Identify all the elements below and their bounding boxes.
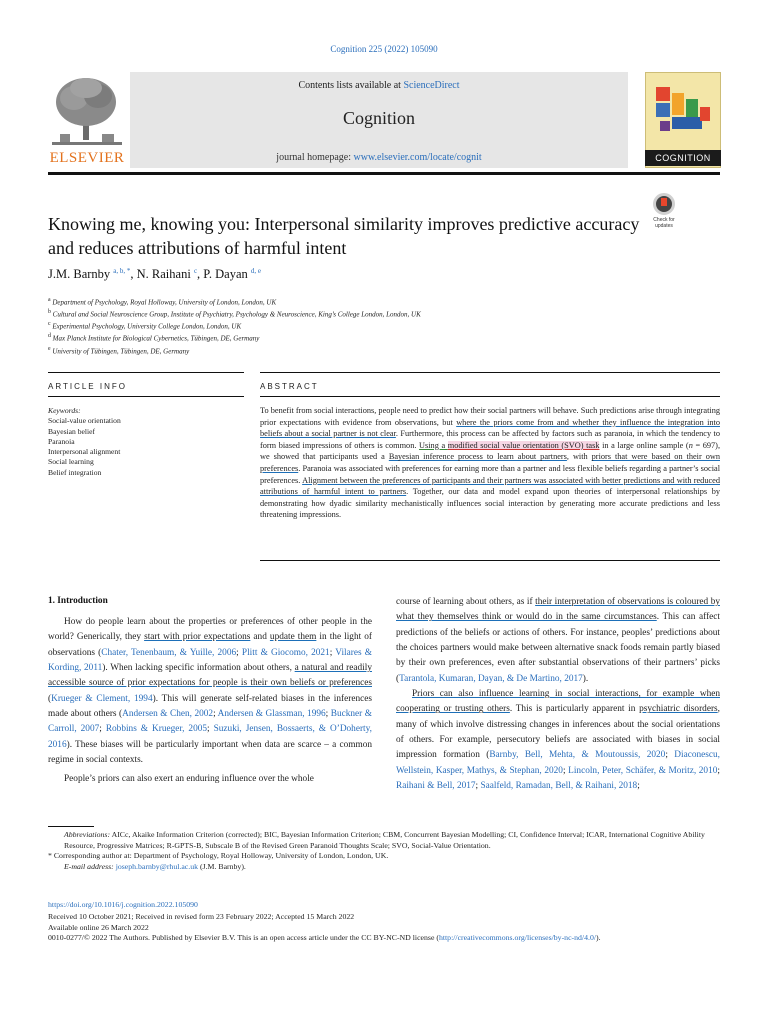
- affiliation-item: $^e$ University of Tübingen, Tübingen, DE, Germany: [48, 345, 190, 355]
- body-paragraph: People’s priors can also exert an enduring influence over the whole: [64, 774, 314, 785]
- citation-link[interactable]: Suzuki, Jensen, Bossaerts, & O’Doherty, 2016: [48, 724, 373, 750]
- corresponding-author-footnote: * Corresponding author at: Department of Psychology, Royal Holloway, University of London, London, UK.: [48, 851, 389, 860]
- abstract-text: To benefit from social interactions, people need to predict how their social partners will behave. Such predictions arise through integrating prior expectations with evidence from observations, but where the priors come from and whether they influence the integration into beliefs about a social partner is not clear. Furthermore, this process can be affected by factors such as paranoia, in which the tendency to form biased impressions of others is common. Using a modified social value orientation (SVO) task in a large online sample (n = 697), we showed that participants used a Bayesian inference process to learn about partners, with priors that were based on their own preferences. Paranoia was associated with preferences for earning more than a partner and less flexible beliefs regarding a partner’s social preferences. Alignment between the preferences of participants and their partners was associated with better predictions and with reduced attributions of harmful intent to partners. Together, our data and model expand upon theories of interpersonal relationships by demonstrating how dyadic similarity mechanistically influences social interaction by generating more accurate predictions and less threatening impressions.: [260, 406, 721, 520]
- citation-link[interactable]: Andersen & Glassman, 1996: [217, 709, 326, 720]
- keyword-item[interactable]: Interpersonal alignment: [48, 447, 121, 457]
- available-online-date: Available online 26 March 2022: [48, 922, 149, 932]
- author-affiliation-marks[interactable]: a, b, *: [113, 267, 131, 275]
- citation-link[interactable]: Raihani & Bell, 2017: [396, 781, 476, 792]
- author-list: J.M. Barnby $^{a, b, *}$, N. Raihani $^c$, P. Dayan $^{d, e}$: [48, 267, 261, 282]
- keywords-block: [48, 406, 238, 478]
- abstract-highlight: Using a: [419, 440, 448, 450]
- keyword-item[interactable]: Belief integration: [48, 467, 102, 477]
- keyword-item[interactable]: Bayesian belief: [48, 426, 96, 436]
- publication-info: [48, 912, 720, 944]
- author-name[interactable]: N. Raihani: [136, 267, 191, 282]
- author-affiliation-marks[interactable]: c: [193, 267, 198, 275]
- citation-link[interactable]: Plitt & Giocomo, 2021: [241, 647, 330, 658]
- abstract-highlight: priors that were based on their own preferences: [260, 452, 720, 473]
- body-column-left: [48, 615, 372, 788]
- footnote-rule: [48, 826, 94, 827]
- abbreviations-footnote: Abbreviations: AICc, Akaike Information Criterion (corrected); BIC, Bayesian Information Criterion; CBM, Concurrent Bayesian Modelling; CI, Confidence Interval; ICAR, International Cognitive Ability Resource, Progressive Matrices; R-GPTS-B, Subscale B of the Revised Green Paranoid Thoughts Scale; SVO, Social-Value Orientation.: [64, 830, 705, 850]
- body-column-right: [396, 595, 720, 794]
- contents-prefix: Contents lists available at: [298, 80, 404, 91]
- article-info-heading: ARTICLE INFO: [48, 382, 127, 391]
- license-statement: 0010-0277/© 2022 The Authors. Published by Elsevier B.V. This is an open access article under the CC BY-NC-ND license (http://creativecommons.org/licenses/by-nc-nd/4.0/).: [48, 933, 601, 943]
- author-name[interactable]: P. Dayan: [203, 267, 248, 282]
- abstract-highlight: where the priors come from and whether they influence the integration into beliefs about a social partner is not clear: [260, 417, 720, 439]
- abstract-highlight: Bayesian inference process to learn about partners: [388, 452, 567, 462]
- abstract-highlight: modified social value orientation (SVO) task: [447, 440, 600, 450]
- affiliation-list: [48, 296, 668, 357]
- citation-link[interactable]: Buckner & Carroll, 2007: [48, 709, 372, 735]
- body-paragraph: course of learning about others, as if their interpretation of observations is coloured by what they themselves think or would do in the same circumstances. This can affect predictions of the beliefs or actions of others. For instance, peoples’ predictions about the choices partners would make between alternative snack foods remain partly biased by their own preferences, even after substantial observations of their partners’ picks (Tarantola, Kumaran, Dayan, & De Martino, 2017).: [396, 597, 721, 684]
- header-rule: [48, 172, 720, 175]
- homepage-prefix: journal homepage:: [276, 152, 354, 163]
- keyword-item[interactable]: Social-value orientation: [48, 416, 121, 426]
- author-name[interactable]: J.M. Barnby: [48, 267, 111, 282]
- body-paragraph: How do people learn about the properties or preferences of other people in the world? Generically, they start with prior expectations and update them in the light of observations (Chater, Tenenbaum, & Yuille, 2006; Plitt & Giocomo, 2021; Vilares & Kording, 2011). When lacking specific information about others, a natural and readily accessible source of prior expectations for people is their own beliefs or preferences (Krueger & Clement, 1994). This will generate self-related biases in the inferences made about others (Andersen & Chen, 2002; Andersen & Glassman, 1996; Buckner & Carroll, 2007; Robbins & Krueger, 2005; Suzuki, Jensen, Bossaerts, & O’Doherty, 2016). These biases will be particularly important when data are scarce – a common regime in social contexts.: [48, 617, 373, 766]
- crossmark-label: Check for updates: [653, 217, 675, 229]
- citation-link[interactable]: Andersen & Chen, 2002: [122, 709, 214, 720]
- elsevier-wordmark: ELSEVIER: [49, 150, 125, 166]
- citation-link[interactable]: Krueger & Clement, 1994: [51, 693, 153, 704]
- abstract-heading: ABSTRACT: [260, 382, 319, 391]
- journal-homepage-line: [130, 152, 628, 163]
- affiliation-item: $^c$ Experimental Psychology, University College London, London, UK: [48, 321, 242, 331]
- abstract-subrule: [260, 396, 720, 397]
- abstract-rule: [260, 372, 720, 373]
- section-heading-introduction: 1. Introduction: [48, 596, 108, 606]
- sciencedirect-link[interactable]: ScienceDirect: [403, 80, 460, 91]
- doi-link[interactable]: https://doi.org/10.1016/j.cognition.2022.105090: [48, 900, 198, 909]
- citation-link[interactable]: Chater, Tenenbaum, & Yuille, 2006: [101, 647, 237, 658]
- journal-cover-label: COGNITION: [645, 150, 721, 166]
- keyword-item[interactable]: Paranoia: [48, 436, 75, 446]
- citation-link[interactable]: Tarantola, Kumaran, Dayan, & De Martino, 2017: [399, 673, 583, 684]
- keyword-item[interactable]: Social learning: [48, 457, 94, 467]
- affiliation-item: $^b$ Cultural and Social Neuroscience Group, Institute of Psychiatry, Psychology & Neuroscience, King’s College London, London, UK: [48, 309, 421, 319]
- citation-link[interactable]: Lincoln, Peter, Schäfer, & Moritz, 2010: [568, 765, 718, 776]
- abstract-highlight: Alignment between the preferences of participants and their partners was associated with better predictions and with reduced attributions of harmful intent to partners: [260, 475, 720, 497]
- journal-name: Cognition: [342, 108, 415, 128]
- citation-link[interactable]: Robbins & Krueger, 2005: [105, 724, 208, 735]
- journal-reference-link[interactable]: Cognition 225 (2022) 105090: [330, 44, 438, 54]
- crossmark-icon: [653, 193, 675, 215]
- contents-lists-line: [130, 80, 628, 91]
- keywords-label: Keywords:: [48, 406, 81, 415]
- body-paragraph: Priors can also influence learning in social interactions, for example when cooperating or trusting others. This is particularly apparent in psychiatric disorders, many of which involve distressing changes in inferences about the social orientations of others. For example, persecutory beliefs are associated with biases in social impression formation (Barnby, Bell, Mehta, & Moutoussis, 2020; Diaconescu, Wellstein, Kasper, Mathys, & Stephan, 2020; Lincoln, Peter, Schäfer, & Moritz, 2010; Raihani & Bell, 2017; Saalfeld, Ramadan, Bell, & Raihani, 2018;: [396, 689, 720, 792]
- email-footnote: E-mail address: joseph.barnby@rhul.ac.uk (J.M. Barnby).: [64, 861, 246, 871]
- citation-link[interactable]: Barnby, Bell, Mehta, & Moutoussis, 2020: [489, 750, 666, 761]
- author-affiliation-marks[interactable]: d, e: [250, 267, 261, 275]
- affiliation-item: $^d$ Max Planck Institute for Biological Cybernetics, Tübingen, DE, Germany: [48, 333, 260, 343]
- article-info-subrule: [48, 396, 244, 397]
- footnotes: [48, 830, 720, 872]
- affiliation-item: $^a$ Department of Psychology, Royal Holloway, University of London, London, UK: [48, 297, 277, 307]
- author-email-link[interactable]: joseph.barnby@rhul.ac.uk: [115, 861, 199, 871]
- check-for-updates-button[interactable]: [645, 193, 683, 233]
- citation-link[interactable]: Vilares & Kording, 2011: [48, 647, 372, 674]
- citation-link[interactable]: Diaconescu, Wellstein, Kasper, Mathys, & Stephan, 2020: [396, 750, 720, 776]
- received-dates: Received 10 October 2021; Received in revised form 23 February 2022; Accepted 15 March 2022: [48, 912, 355, 921]
- journal-homepage-link[interactable]: www.elsevier.com/locate/cognit: [353, 152, 482, 163]
- abstract-bottom-rule: [260, 560, 720, 561]
- article-title: Knowing me, knowing you: Interpersonal similarity improves predictive accuracy and reduces attributions of harmful intent: [48, 214, 640, 258]
- license-link[interactable]: http://creativecommons.org/licenses/by-nc-nd/4.0/: [438, 933, 597, 943]
- article-info-rule: [48, 372, 244, 373]
- citation-link[interactable]: Saalfeld, Ramadan, Bell, & Raihani, 2018: [480, 781, 638, 792]
